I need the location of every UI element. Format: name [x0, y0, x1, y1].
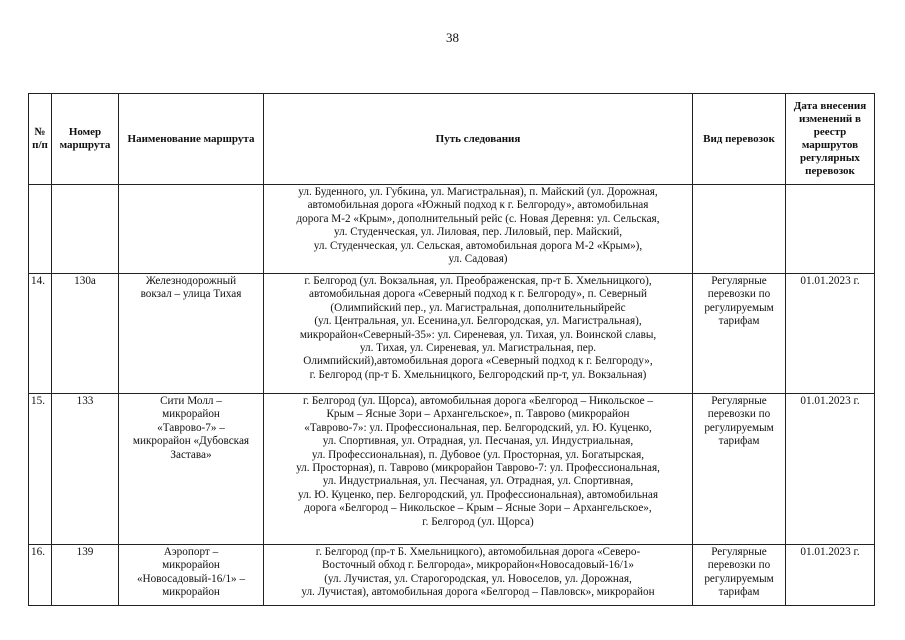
cell-transport-type [693, 274, 786, 394]
path-line: автомобильная дорога «Южный подход к г. Белгороду», автомобильная [307, 199, 649, 212]
header-number: № п/п [29, 94, 52, 185]
name-line: Сити Молл – [160, 395, 222, 407]
path-line: г. Белгород (пр-т Б. Хмельницкого, Белгородский пр-т, ул. Вокзальная) [309, 368, 647, 381]
path-line: «Таврово-7»: ул. Профессиональная, пер. Белгородский, ул. Ю. Куценко, [304, 421, 652, 434]
path-line: ул. Буденного, ул. Губкина, ул. Магистральная), п. Майский (ул. Дорожная, [298, 186, 658, 198]
cell-route-path [264, 185, 693, 274]
type-line: регулируемым [704, 301, 774, 314]
path-line: г. Белгород (ул. Щорса), автомобильная дорога «Белгород – Никольское – [302, 395, 654, 407]
table-row [29, 545, 875, 606]
cell-number [29, 185, 52, 274]
path-line: ул. Ю. Куценко, пер. Белгородский, ул. Профессиональная), автомобильная [297, 488, 659, 501]
cell-transport-type [693, 185, 786, 274]
type-line: перевозки по [707, 559, 771, 572]
cell-number: 14. [29, 274, 52, 394]
name-line: Железнодорожный [145, 275, 237, 287]
path-line: ул. Студенческая, ул. Сельская, автомобильная дорога М-2 «Крым»), [313, 239, 643, 252]
path-line: ул. Студенческая, ул. Лиловая, пер. Лиловый, пер. Майский, [333, 226, 623, 239]
type-line: тарифам [718, 315, 760, 328]
table-header-row [29, 94, 875, 185]
name-line: микрорайон [162, 559, 220, 572]
table-row [29, 394, 875, 545]
routes-table [28, 93, 875, 606]
cell-route-number: 130а [52, 274, 119, 394]
path-line: г. Белгород (ул. Щорса) [422, 515, 534, 528]
type-line: тарифам [718, 435, 760, 448]
name-line: вокзал – улица Тихая [140, 288, 242, 301]
name-line: Застава» [170, 448, 212, 461]
cell-number: 15. [29, 394, 52, 545]
path-line: автомобильная дорога «Северный подход к г. Белгороду», п. Северный [308, 288, 647, 301]
cell-transport-type [693, 394, 786, 545]
cell-route-name [119, 185, 264, 274]
cell-route-path [264, 274, 693, 394]
name-line: «Таврово-7» – [157, 421, 225, 434]
type-line: регулируемым [704, 421, 774, 434]
table-row [29, 185, 875, 274]
type-line: тарифам [718, 586, 760, 599]
path-line: (Олимпийский пер., ул. Магистральная, дополнительныйрейс [330, 301, 626, 314]
path-line: Олимпийский),автомобильная дорога «Северный подход к г. Белгороду», [303, 355, 653, 368]
type-line: перевозки по [707, 288, 771, 301]
header-route-path: Путь следования [264, 94, 693, 185]
cell-change-date [786, 185, 875, 274]
header-route-number: Номер маршрута [52, 94, 119, 185]
name-line: Аэропорт – [163, 546, 219, 558]
cell-route-number: 133 [52, 394, 119, 545]
header-change-date: Дата внесения изменений в реестр маршрутов регулярных перевозок [786, 94, 875, 185]
path-line: г. Белгород (пр-т Б. Хмельницкого), автомобильная дорога «Северо- [315, 546, 641, 558]
path-line: г. Белгород (ул. Вокзальная, ул. Преображенская, пр-т Б. Хмельницкого), [304, 275, 652, 287]
table-row [29, 274, 875, 394]
header-transport-type: Вид перевозок [693, 94, 786, 185]
path-line: дорога М-2 «Крым», дополнительный рейс (с. Новая Деревня: ул. Сельская, [296, 212, 660, 225]
path-line: (ул. Лучистая, ул. Старогородская, ул. Новоселов, ул. Дорожная, [324, 572, 632, 585]
cell-change-date: 01.01.2023 г. [786, 394, 875, 545]
cell-route-path [264, 545, 693, 606]
path-line: (ул. Центральная, ул. Есенина,ул. Белгородская, ул. Магистральная), [314, 315, 642, 328]
name-line: микрорайон «Дубовская [132, 435, 250, 448]
cell-change-date: 01.01.2023 г. [786, 274, 875, 394]
cell-route-name [119, 274, 264, 394]
header-route-name: Наименование маршрута [119, 94, 264, 185]
page-number: 38 [446, 30, 459, 45]
path-line: ул. Профессиональная), п. Дубовое (ул. Просторная, ул. Богатырская, [311, 448, 645, 461]
type-line: Регулярные [711, 395, 767, 407]
path-line: Восточный обход г. Белгорода», микрорайон«Новосадовый-16/1» [321, 559, 635, 572]
type-line: Регулярные [711, 546, 767, 558]
cell-route-name [119, 545, 264, 606]
path-line: ул. Лучистая), автомобильная дорога «Белгород – Павловск», микрорайон [301, 586, 655, 599]
type-line: регулируемым [704, 572, 774, 585]
path-line: ул. Тихая, ул. Сиреневая, ул. Магистральная, пер. [359, 342, 597, 355]
cell-route-name [119, 394, 264, 545]
path-line: ул. Спортивная, ул. Отрадная, ул. Песчаная, ул. Индустриальная, [322, 435, 634, 448]
path-line: микрорайон«Северный-35»: ул. Сиреневая, ул. Тихая, ул. Воинской славы, [299, 328, 657, 341]
path-line: дорога «Белгород – Никольское – Крым – Ясные Зори – Архангельское», [304, 502, 652, 515]
name-line: «Новосадовый-16/1» – [136, 572, 246, 585]
type-line: Регулярные [711, 275, 767, 287]
path-line: ул. Садовая) [448, 253, 508, 266]
cell-route-path [264, 394, 693, 545]
type-line: перевозки по [707, 408, 771, 421]
cell-change-date: 01.01.2023 г. [786, 545, 875, 606]
path-line: ул. Индустриальная, ул. Песчаная, ул. Отрадная, ул. Спортивная, [322, 475, 634, 488]
cell-transport-type [693, 545, 786, 606]
name-line: микрорайон [162, 586, 220, 599]
cell-number: 16. [29, 545, 52, 606]
cell-route-number: 139 [52, 545, 119, 606]
name-line: микрорайон [162, 408, 220, 421]
cell-route-number [52, 185, 119, 274]
path-line: Крым – Ясные Зори – Архангельское», п. Таврово (микрорайон [326, 408, 630, 421]
path-line: ул. Просторная), п. Таврово (микрорайон Таврово-7: ул. Профессиональная, [296, 462, 660, 475]
